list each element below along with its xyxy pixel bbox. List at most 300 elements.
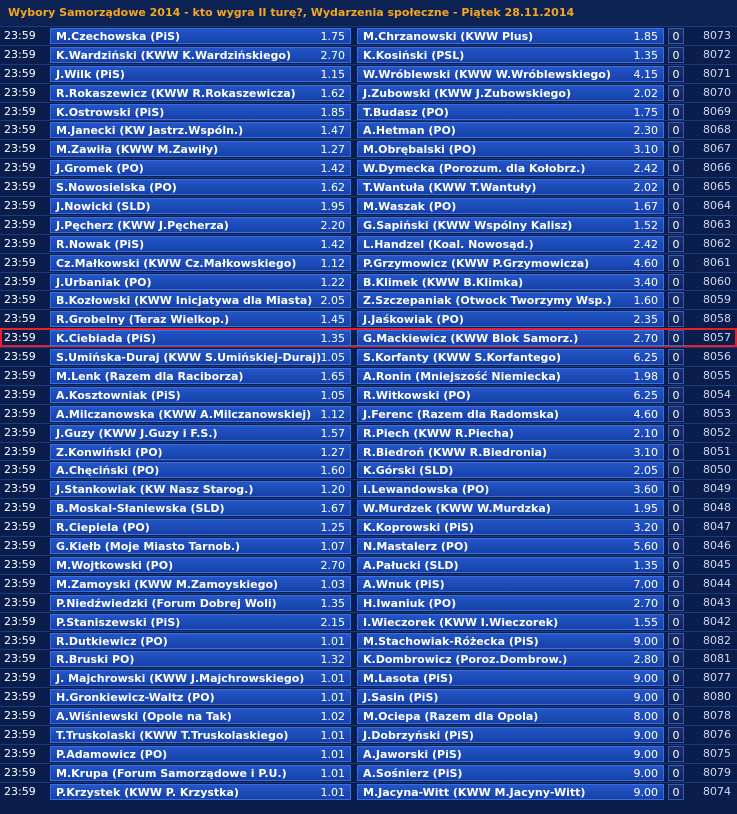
candidate-2-odds: 2.35 xyxy=(633,313,658,327)
event-time: 23:59 xyxy=(4,576,36,590)
candidate-1-name: K.Wardziński (KWW K.Wardzińskiego) xyxy=(56,48,292,62)
candidate-2-name: G.Sapiński (KWW Wspólny Kalisz) xyxy=(363,218,573,232)
extra-bets-button[interactable]: 0 xyxy=(668,274,684,290)
candidate-2-odds: 9.00 xyxy=(633,691,658,705)
candidate-2-bet-button[interactable] xyxy=(357,66,664,82)
candidate-2-bet-button[interactable] xyxy=(357,28,664,44)
candidate-2-name: P.Grzymowicz (KWW P.Grzymowicza) xyxy=(363,256,590,270)
candidate-2-name: K.Górski (SLD) xyxy=(363,464,454,478)
candidate-1-odds: 1.32 xyxy=(320,653,345,667)
event-id: 8072 xyxy=(703,47,731,61)
candidate-1-odds: 1.75 xyxy=(320,30,345,43)
table-row xyxy=(0,366,737,385)
candidate-2-odds: 2.42 xyxy=(633,237,658,251)
candidate-2-name: I.Wieczorek (KWW I.Wieczorek) xyxy=(363,615,559,629)
event-time: 23:59 xyxy=(4,784,36,798)
candidate-2-bet-button[interactable] xyxy=(357,236,664,252)
extra-bets-button[interactable]: 0 xyxy=(668,349,684,365)
candidate-1-bet-button[interactable] xyxy=(50,538,351,554)
candidate-2-bet-button[interactable] xyxy=(357,462,664,478)
event-id: 8051 xyxy=(703,444,731,458)
candidate-2-name: T.Wantuła (KWW T.Wantuły) xyxy=(363,181,537,195)
table-row xyxy=(0,158,737,177)
table-row xyxy=(0,517,737,536)
event-time: 23:59 xyxy=(4,199,36,213)
candidate-1-odds: 2.70 xyxy=(320,48,345,62)
table-row xyxy=(0,253,737,272)
candidate-1-bet-button[interactable] xyxy=(50,784,351,800)
candidate-1-name: R.Dutkiewicz (PO) xyxy=(56,634,168,648)
event-id: 8049 xyxy=(703,482,731,496)
candidate-2-bet-button[interactable] xyxy=(357,746,664,762)
table-row xyxy=(0,649,737,668)
candidate-2-name: J.Ferenc (Razem dla Radomska) xyxy=(363,407,559,421)
event-time: 23:59 xyxy=(4,709,36,723)
event-time: 23:59 xyxy=(4,217,36,231)
candidate-1-name: M.Zamoyski (KWW M.Zamoyskiego) xyxy=(56,577,279,591)
candidate-1-odds: 1.12 xyxy=(320,407,345,421)
table-row xyxy=(0,290,737,309)
candidate-2-name: M.Ociepa (Razem dla Opola) xyxy=(363,710,539,724)
candidate-2-name: K.Kosiński (PSL) xyxy=(363,48,465,62)
candidate-1-bet-button[interactable] xyxy=(50,708,351,724)
candidate-1-bet-button[interactable] xyxy=(50,765,351,781)
candidate-2-name: A.Ronin (Mniejszość Niemiecka) xyxy=(363,370,561,384)
table-row xyxy=(0,83,737,102)
candidate-1-bet-button[interactable] xyxy=(50,66,351,82)
candidate-1-bet-button[interactable] xyxy=(50,727,351,743)
table-row xyxy=(0,744,737,763)
event-time: 23:59 xyxy=(4,501,36,515)
candidate-1-bet-button[interactable] xyxy=(50,255,351,271)
candidate-1-odds: 1.01 xyxy=(320,672,345,686)
candidate-2-bet-button[interactable] xyxy=(357,122,664,138)
extra-bets-button[interactable]: 0 xyxy=(668,595,684,611)
candidate-1-bet-button[interactable] xyxy=(50,614,351,630)
candidate-2-name: A.Jaworski (PiS) xyxy=(363,747,462,761)
event-id: 8076 xyxy=(703,727,731,741)
candidate-1-bet-button[interactable] xyxy=(50,689,351,705)
event-time: 23:59 xyxy=(4,85,36,99)
event-time: 23:59 xyxy=(4,350,36,364)
extra-bets-button[interactable]: 0 xyxy=(668,670,684,686)
candidate-2-name: W.Wróblewski (KWW W.Wróblewskiego) xyxy=(363,67,611,81)
candidate-2-name: N.Mastalerz (PO) xyxy=(363,540,469,554)
extra-bets-button[interactable]: 0 xyxy=(668,633,684,649)
extra-bets-button[interactable]: 0 xyxy=(668,179,684,195)
candidate-2-bet-button[interactable] xyxy=(357,425,664,441)
candidate-1-name: M.Krupa (Forum Samorządowe i P.U.) xyxy=(56,766,287,780)
extra-bets-button[interactable]: 0 xyxy=(668,292,684,308)
extra-bets-button[interactable]: 0 xyxy=(668,236,684,252)
candidate-2-bet-button[interactable] xyxy=(357,198,664,214)
candidate-1-name: M.Lenk (Razem dla Raciborza) xyxy=(56,370,244,384)
candidate-2-odds: 4.60 xyxy=(633,256,658,270)
candidate-2-bet-button[interactable] xyxy=(357,349,664,365)
candidate-1-odds: 1.01 xyxy=(320,728,345,742)
extra-bets-button[interactable]: 0 xyxy=(668,66,684,82)
candidate-1-odds: 1.42 xyxy=(320,162,345,176)
candidate-1-bet-button[interactable] xyxy=(50,311,351,327)
candidate-2-odds: 1.60 xyxy=(633,294,658,308)
candidate-1-bet-button[interactable] xyxy=(50,444,351,460)
candidate-2-bet-button[interactable] xyxy=(357,500,664,516)
extra-bets-button[interactable]: 0 xyxy=(668,122,684,138)
extra-bets-button[interactable]: 0 xyxy=(668,217,684,233)
table-row xyxy=(0,782,737,801)
event-time: 23:59 xyxy=(4,161,36,175)
candidate-2-name: J.Dobrzyński (PiS) xyxy=(363,728,474,742)
candidate-1-name: J.Gromek (PO) xyxy=(56,162,144,176)
candidate-1-bet-button[interactable] xyxy=(50,519,351,535)
extra-bets-button[interactable]: 0 xyxy=(668,708,684,724)
candidate-1-bet-button[interactable] xyxy=(50,633,351,649)
candidate-2-bet-button[interactable] xyxy=(357,765,664,781)
event-time: 23:59 xyxy=(4,293,36,307)
candidate-1-bet-button[interactable] xyxy=(50,274,351,290)
candidate-2-bet-button[interactable] xyxy=(357,141,664,157)
candidate-2-bet-button[interactable] xyxy=(357,727,664,743)
candidate-2-odds: 9.00 xyxy=(633,634,658,648)
candidate-2-bet-button[interactable] xyxy=(357,614,664,630)
extra-bets-button[interactable]: 0 xyxy=(668,538,684,554)
candidate-2-bet-button[interactable] xyxy=(357,255,664,271)
candidate-1-bet-button[interactable] xyxy=(50,28,351,44)
event-id: 8080 xyxy=(703,690,731,704)
candidate-1-name: P.Krzystek (KWW P. Krzystka) xyxy=(56,785,239,799)
event-time: 23:59 xyxy=(4,331,36,345)
candidate-1-name: A.Wiśniewski (Opole na Tak) xyxy=(56,710,232,724)
candidate-1-odds: 1.02 xyxy=(320,710,345,724)
candidate-2-odds: 4.60 xyxy=(633,407,658,421)
candidate-2-name: A.Pałucki (SLD) xyxy=(363,558,459,572)
table-row xyxy=(0,272,737,291)
extra-bets-button[interactable]: 0 xyxy=(668,746,684,762)
candidate-2-name: R.Biedroń (KWW R.Biedronia) xyxy=(363,445,548,459)
candidate-1-odds: 1.01 xyxy=(320,747,345,761)
event-id: 8058 xyxy=(703,312,731,326)
candidate-1-odds: 1.22 xyxy=(320,275,345,289)
candidate-2-name: M.Waszak (PO) xyxy=(363,200,457,214)
extra-bets-button[interactable]: 0 xyxy=(668,85,684,101)
event-id: 8070 xyxy=(703,85,731,99)
candidate-1-name: M.Janecki (KW Jastrz.Wspóln.) xyxy=(56,124,244,138)
candidate-1-odds: 1.05 xyxy=(320,388,345,402)
candidate-1-odds: 1.57 xyxy=(320,426,345,440)
event-id: 8074 xyxy=(703,784,731,798)
candidate-1-odds: 1.62 xyxy=(320,181,345,195)
event-id: 8059 xyxy=(703,293,731,307)
candidate-1-bet-button[interactable] xyxy=(50,349,351,365)
table-row xyxy=(0,45,737,64)
table-row xyxy=(0,763,737,782)
event-id: 8078 xyxy=(703,709,731,723)
candidate-1-bet-button[interactable] xyxy=(50,198,351,214)
candidate-1-bet-button[interactable] xyxy=(50,160,351,176)
candidate-1-name: T.Truskolaski (KWW T.Truskolaskiego) xyxy=(56,728,289,742)
extra-bets-button[interactable]: 0 xyxy=(668,160,684,176)
candidate-1-odds: 2.70 xyxy=(320,558,345,572)
candidate-2-odds: 2.70 xyxy=(633,332,658,346)
extra-bets-button[interactable]: 0 xyxy=(668,47,684,63)
table-row xyxy=(0,631,737,650)
candidate-1-bet-button[interactable] xyxy=(50,47,351,63)
candidate-2-name: H.Iwaniuk (PO) xyxy=(363,596,457,610)
candidate-1-bet-button[interactable] xyxy=(50,670,351,686)
extra-bets-button[interactable]: 0 xyxy=(668,425,684,441)
extra-bets-button[interactable]: 0 xyxy=(668,311,684,327)
table-row xyxy=(0,593,737,612)
candidate-1-bet-button[interactable] xyxy=(50,368,351,384)
candidate-2-name: W.Murdzek (KWW W.Murdzka) xyxy=(363,502,551,516)
candidate-1-name: Z.Konwiński (PO) xyxy=(56,445,163,459)
extra-bets-button[interactable]: 0 xyxy=(668,387,684,403)
candidate-1-bet-button[interactable] xyxy=(50,387,351,403)
event-id: 8069 xyxy=(703,104,731,118)
candidate-2-bet-button[interactable] xyxy=(357,538,664,554)
candidate-2-odds: 6.25 xyxy=(633,388,658,402)
event-id: 8044 xyxy=(703,576,731,590)
event-time: 23:59 xyxy=(4,425,36,439)
event-time: 23:59 xyxy=(4,746,36,760)
event-id: 8082 xyxy=(703,633,731,647)
extra-bets-button[interactable]: 0 xyxy=(668,330,684,346)
candidate-2-bet-button[interactable] xyxy=(357,481,664,497)
candidate-2-bet-button[interactable] xyxy=(357,160,664,176)
candidate-1-name: S.Umińska-Duraj (KWW S.Umińskiej-Duraj) xyxy=(56,351,322,365)
candidate-1-name: K.Ciebiada (PiS) xyxy=(56,332,157,346)
candidate-2-odds: 6.25 xyxy=(633,351,658,365)
candidate-1-name: J.Nowicki (SLD) xyxy=(56,200,151,214)
candidate-2-odds: 9.00 xyxy=(633,672,658,686)
candidate-2-name: K.Koprowski (PiS) xyxy=(363,521,474,535)
candidate-2-bet-button[interactable] xyxy=(357,47,664,63)
candidate-2-bet-button[interactable] xyxy=(357,670,664,686)
candidate-1-odds: 1.12 xyxy=(320,256,345,270)
event-id: 8053 xyxy=(703,406,731,420)
candidate-2-bet-button[interactable] xyxy=(357,311,664,327)
candidate-2-name: G.Mackiewicz (KWW Blok Samorz.) xyxy=(363,332,579,346)
candidate-1-odds: 1.07 xyxy=(320,540,345,554)
extra-bets-button[interactable]: 0 xyxy=(668,141,684,157)
candidate-1-odds: 1.35 xyxy=(320,332,345,346)
candidate-1-odds: 1.03 xyxy=(320,577,345,591)
event-time: 23:59 xyxy=(4,274,36,288)
table-row xyxy=(0,196,737,215)
candidate-2-odds: 1.85 xyxy=(633,30,658,43)
candidate-1-odds: 1.27 xyxy=(320,445,345,459)
extra-bets-button[interactable]: 0 xyxy=(668,406,684,422)
candidate-1-name: J.Pęcherz (KWW J.Pęcherza) xyxy=(56,218,229,232)
candidate-2-odds: 1.35 xyxy=(633,558,658,572)
candidate-2-odds: 1.75 xyxy=(633,105,658,119)
extra-bets-button[interactable]: 0 xyxy=(668,557,684,573)
table-row xyxy=(0,498,737,517)
candidate-2-bet-button[interactable] xyxy=(357,330,664,346)
event-id: 8073 xyxy=(703,29,731,42)
candidate-2-bet-button[interactable] xyxy=(357,576,664,592)
extra-bets-button[interactable]: 0 xyxy=(668,651,684,667)
extra-bets-button[interactable]: 0 xyxy=(668,462,684,478)
candidate-2-odds: 1.67 xyxy=(633,200,658,214)
candidate-1-bet-button[interactable] xyxy=(50,217,351,233)
candidate-2-bet-button[interactable] xyxy=(357,784,664,800)
candidate-2-bet-button[interactable] xyxy=(357,557,664,573)
candidate-1-bet-button[interactable] xyxy=(50,425,351,441)
candidate-1-odds: 1.20 xyxy=(320,483,345,497)
candidate-2-bet-button[interactable] xyxy=(357,85,664,101)
table-row xyxy=(0,26,737,45)
extra-bets-button[interactable]: 0 xyxy=(668,614,684,630)
extra-bets-button[interactable]: 0 xyxy=(668,255,684,271)
extra-bets-button[interactable]: 0 xyxy=(668,576,684,592)
candidate-1-bet-button[interactable] xyxy=(50,651,351,667)
candidate-1-bet-button[interactable] xyxy=(50,557,351,573)
extra-bets-button[interactable]: 0 xyxy=(668,765,684,781)
extra-bets-button[interactable]: 0 xyxy=(668,689,684,705)
extra-bets-button[interactable]: 0 xyxy=(668,444,684,460)
extra-bets-button[interactable]: 0 xyxy=(668,784,684,800)
candidate-2-bet-button[interactable] xyxy=(357,444,664,460)
extra-bets-button[interactable]: 0 xyxy=(668,727,684,743)
candidate-1-bet-button[interactable] xyxy=(50,85,351,101)
extra-bets-button[interactable]: 0 xyxy=(668,28,684,44)
event-time: 23:59 xyxy=(4,123,36,137)
candidate-1-odds: 1.15 xyxy=(320,67,345,81)
candidate-2-name: A.Hetman (PO) xyxy=(363,124,456,138)
candidate-2-name: I.Lewandowska (PO) xyxy=(363,483,490,497)
candidate-1-bet-button[interactable] xyxy=(50,576,351,592)
table-row xyxy=(0,347,737,366)
candidate-2-bet-button[interactable] xyxy=(357,595,664,611)
candidate-1-bet-button[interactable] xyxy=(50,141,351,157)
candidate-2-bet-button[interactable] xyxy=(357,179,664,195)
candidate-2-bet-button[interactable] xyxy=(357,387,664,403)
candidate-1-name: J.Wilk (PiS) xyxy=(56,67,125,81)
candidate-2-name: K.Dombrowicz (Poroz.Dombrow.) xyxy=(363,653,568,667)
candidate-2-bet-button[interactable] xyxy=(357,217,664,233)
event-id: 8047 xyxy=(703,520,731,534)
candidate-2-odds: 9.00 xyxy=(633,728,658,742)
event-id: 8065 xyxy=(703,180,731,194)
candidate-1-name: P.Adamowicz (PO) xyxy=(56,747,168,761)
candidate-1-bet-button[interactable] xyxy=(50,330,351,346)
candidate-2-name: R.Piech (KWW R.Piecha) xyxy=(363,426,514,440)
candidate-1-odds: 1.85 xyxy=(320,105,345,119)
event-time: 23:59 xyxy=(4,652,36,666)
candidate-1-name: Cz.Małkowski (KWW Cz.Małkowskiego) xyxy=(56,256,297,270)
candidate-1-bet-button[interactable] xyxy=(50,500,351,516)
candidate-2-name: B.Klimek (KWW B.Klimka) xyxy=(363,275,524,289)
candidate-2-bet-button[interactable] xyxy=(357,274,664,290)
event-id: 8056 xyxy=(703,350,731,364)
candidate-2-name: J.Sasin (PiS) xyxy=(363,691,439,705)
candidate-1-odds: 1.62 xyxy=(320,86,345,100)
candidate-1-bet-button[interactable] xyxy=(50,462,351,478)
candidate-1-bet-button[interactable] xyxy=(50,595,351,611)
candidate-2-bet-button[interactable] xyxy=(357,708,664,724)
candidate-1-name: S.Nowosielska (PO) xyxy=(56,181,177,195)
candidate-1-bet-button[interactable] xyxy=(50,122,351,138)
event-time: 23:59 xyxy=(4,633,36,647)
candidate-1-name: R.Nowak (PiS) xyxy=(56,237,145,251)
candidate-1-name: J.Urbaniak (PO) xyxy=(56,275,152,289)
candidate-2-name: S.Korfanty (KWW S.Korfantego) xyxy=(363,351,561,365)
candidate-1-odds: 1.47 xyxy=(320,124,345,138)
event-time: 23:59 xyxy=(4,312,36,326)
candidate-2-odds: 1.52 xyxy=(633,218,658,232)
candidate-1-bet-button[interactable] xyxy=(50,746,351,762)
event-time: 23:59 xyxy=(4,557,36,571)
table-row xyxy=(0,442,737,461)
extra-bets-button[interactable]: 0 xyxy=(668,500,684,516)
candidate-2-odds: 3.10 xyxy=(633,143,658,157)
table-row xyxy=(0,479,737,498)
candidate-1-odds: 1.45 xyxy=(320,313,345,327)
candidate-1-bet-button[interactable] xyxy=(50,236,351,252)
candidate-1-odds: 1.05 xyxy=(320,351,345,365)
table-row xyxy=(0,687,737,706)
candidate-2-name: M.Obrębalski (PO) xyxy=(363,143,477,157)
candidate-2-odds: 3.10 xyxy=(633,445,658,459)
table-row xyxy=(0,460,737,479)
table-row xyxy=(0,555,737,574)
extra-bets-button[interactable]: 0 xyxy=(668,104,684,120)
candidate-2-bet-button[interactable] xyxy=(357,689,664,705)
event-id: 8075 xyxy=(703,746,731,760)
candidate-1-bet-button[interactable] xyxy=(50,179,351,195)
candidate-2-odds: 2.02 xyxy=(633,181,658,195)
extra-bets-button[interactable]: 0 xyxy=(668,519,684,535)
candidate-2-bet-button[interactable] xyxy=(357,292,664,308)
event-time: 23:59 xyxy=(4,369,36,383)
candidate-2-bet-button[interactable] xyxy=(357,368,664,384)
event-time: 23:59 xyxy=(4,671,36,685)
table-row xyxy=(0,215,737,234)
candidate-1-odds: 1.01 xyxy=(320,691,345,705)
candidate-2-name: M.Chrzanowski (KWW Plus) xyxy=(363,30,534,43)
candidate-2-odds: 9.00 xyxy=(633,766,658,780)
event-id: 8068 xyxy=(703,123,731,137)
table-row xyxy=(0,725,737,744)
event-id: 8063 xyxy=(703,217,731,231)
candidate-1-odds: 1.65 xyxy=(320,370,345,384)
candidate-2-name: M.Stachowiak-Różecka (PiS) xyxy=(363,634,539,648)
candidate-2-bet-button[interactable] xyxy=(357,406,664,422)
candidate-2-name: J.Jaśkowiak (PO) xyxy=(363,313,464,327)
event-time: 23:59 xyxy=(4,29,36,42)
candidate-1-bet-button[interactable] xyxy=(50,406,351,422)
candidate-2-bet-button[interactable] xyxy=(357,651,664,667)
candidate-2-bet-button[interactable] xyxy=(357,633,664,649)
candidate-1-bet-button[interactable] xyxy=(50,292,351,308)
candidate-1-name: P.Staniszewski (PiS) xyxy=(56,615,181,629)
candidate-1-name: K.Ostrowski (PiS) xyxy=(56,105,165,119)
event-time: 23:59 xyxy=(4,765,36,779)
candidate-1-odds: 1.60 xyxy=(320,464,345,478)
extra-bets-button[interactable]: 0 xyxy=(668,481,684,497)
candidate-2-bet-button[interactable] xyxy=(357,519,664,535)
candidate-1-bet-button[interactable] xyxy=(50,481,351,497)
extra-bets-button[interactable]: 0 xyxy=(668,198,684,214)
candidate-2-bet-button[interactable] xyxy=(357,104,664,120)
event-id: 8061 xyxy=(703,255,731,269)
candidate-1-name: A.Chęciński (PO) xyxy=(56,464,160,478)
candidate-1-name: P.Niedźwiedzki (Forum Dobrej Woli) xyxy=(56,596,277,610)
candidate-1-bet-button[interactable] xyxy=(50,104,351,120)
candidate-2-name: W.Dymecka (Porozum. dla Kołobrz.) xyxy=(363,162,586,176)
extra-bets-button[interactable]: 0 xyxy=(668,368,684,384)
